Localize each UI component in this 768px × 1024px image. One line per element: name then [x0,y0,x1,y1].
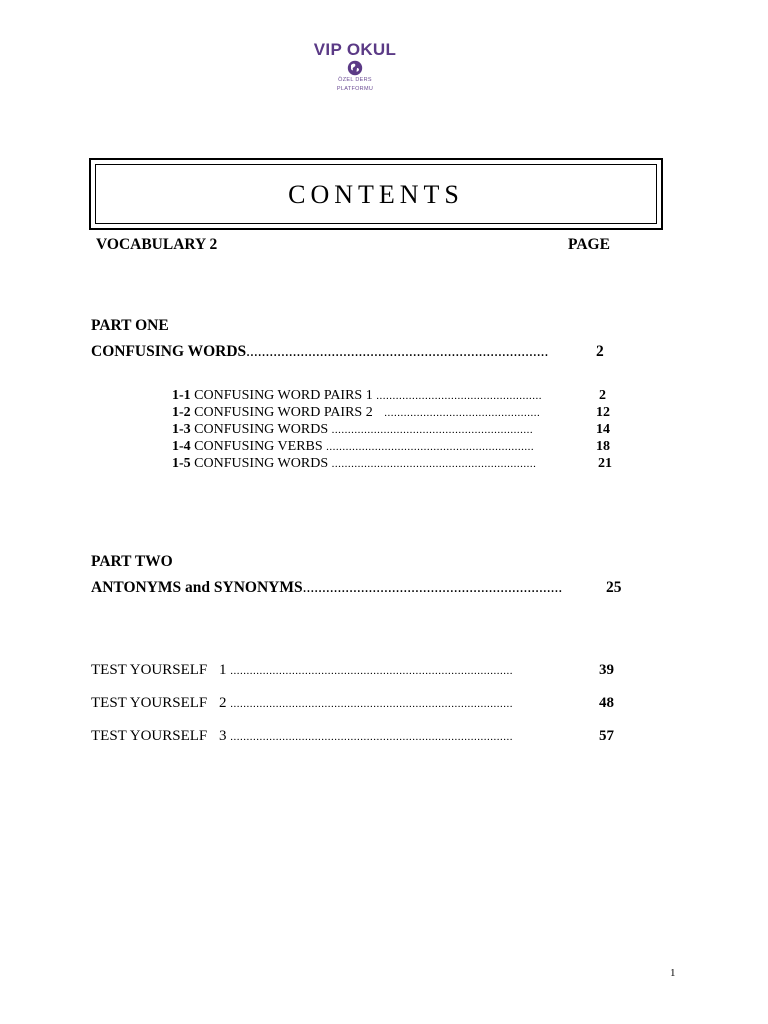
test-number: 1 [219,662,227,678]
test-page: 57 [599,728,614,744]
toc-item-title: CONFUSING VERBS [194,439,323,454]
part-two-heading-row [91,579,562,597]
part-one-page: 2 [596,343,604,360]
test-label: TEST YOURSELF [91,728,208,744]
toc-item [172,405,540,421]
toc-item-dots: ............................................................... [331,458,537,470]
globe-icon [347,60,363,76]
test-label: TEST YOURSELF [91,695,208,711]
contents-title: CONTENTS [288,180,464,209]
logo-subtitle-2: PLATFORMU [336,86,374,92]
toc-item-page: 12 [596,405,610,420]
logo-subtitle-1: ÖZEL DERS [338,77,372,83]
toc-item [172,422,533,438]
toc-item-number: 1-2 [172,405,191,420]
toc-item-number: 1-3 [172,422,191,437]
toc-item-title: CONFUSING WORDS [194,422,329,437]
toc-item [172,388,542,404]
page-column-heading: PAGE [568,236,610,253]
toc-item-dots: ................................................................ [326,441,535,453]
toc-item-page: 14 [596,422,610,437]
test-page: 48 [599,695,614,711]
test-label: TEST YOURSELF [91,662,208,678]
part-one-heading: CONFUSING WORDS [91,343,247,360]
part-two-page: 25 [606,579,622,596]
part-one-heading-row [91,343,548,361]
page-number: 1 [670,967,676,979]
test-number: 3 [219,728,227,744]
part-one-label: PART ONE [91,317,169,334]
toc-item-title: CONFUSING WORD PAIRS 2 [194,405,373,420]
test-row [91,728,513,745]
test-page: 39 [599,662,614,678]
part-two-label: PART TWO [91,553,173,570]
test-dots: ....................................................................................... [230,665,514,677]
toc-item-page: 18 [596,439,610,454]
test-dots: ....................................................................................... [230,698,514,710]
logo-title: VIP OKUL [313,40,397,59]
test-number: 2 [219,695,227,711]
toc-item-title: CONFUSING WORDS [194,456,329,471]
toc-item [172,439,534,455]
vocabulary-heading: VOCABULARY 2 [96,236,218,253]
toc-item-page: 21 [598,456,612,471]
part-two-dots: ................................................................... [302,579,563,596]
contents-title-box [89,158,663,230]
toc-item-number: 1-1 [172,388,191,403]
part-one-dots: .............................................................................. [246,343,549,360]
toc-item-dots: ................................................ [384,407,541,419]
toc-item-dots: .............................................................. [331,424,534,436]
test-row [91,662,513,679]
test-row [91,695,513,712]
toc-item-page: 2 [599,388,606,403]
toc-item-number: 1-4 [172,439,191,454]
toc-item-number: 1-5 [172,456,191,471]
logo [300,40,410,102]
toc-item [172,456,536,472]
part-two-heading: ANTONYMS and SYNONYMS [91,579,303,596]
test-dots: ....................................................................................... [230,731,514,743]
toc-item-title: CONFUSING WORD PAIRS 1 [194,388,373,403]
toc-item-dots: ................................................... [376,390,542,402]
